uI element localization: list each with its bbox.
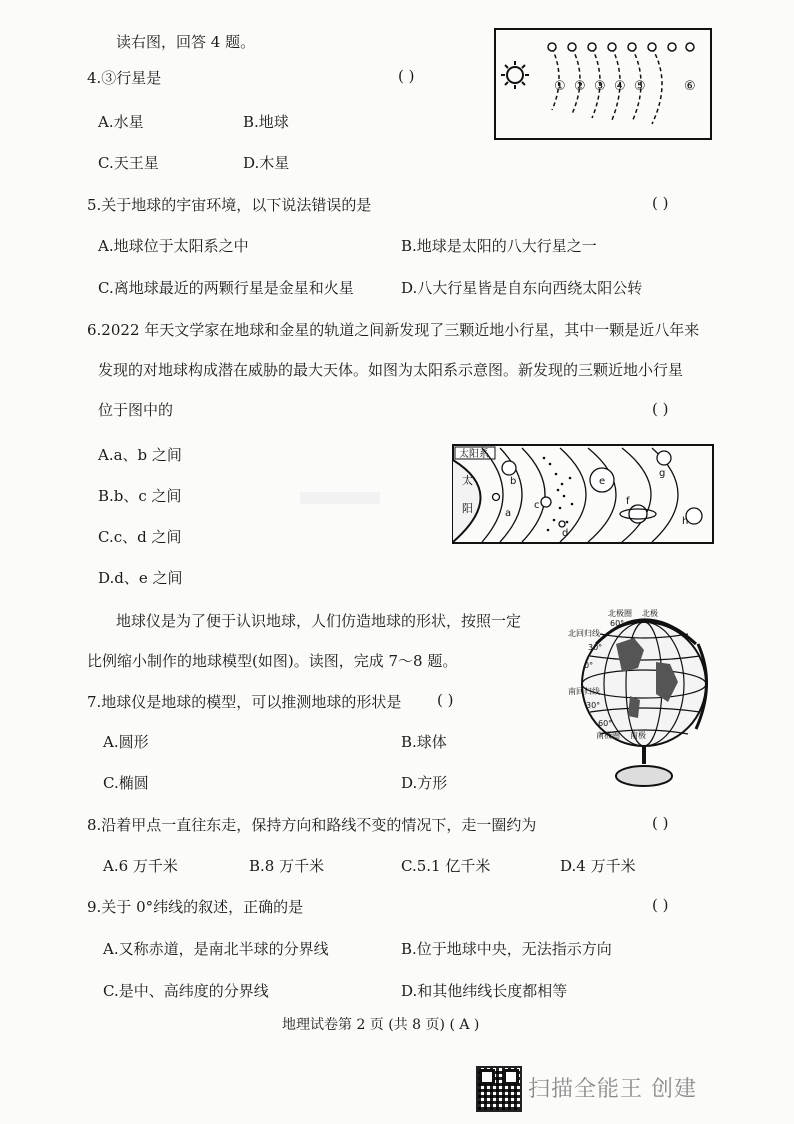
scanner-watermark: 扫描全能王 创建	[528, 1077, 697, 1102]
letter-e: e	[599, 476, 606, 487]
sun-label-1: 太	[462, 474, 473, 487]
q4-option-c: C.天王星	[98, 154, 159, 172]
sun-label-2: 阳	[462, 502, 473, 515]
q5-option-c: C.离地球最近的两颗行星是金星和火星	[98, 279, 354, 297]
q5-option-d: D.八大行星皆是自东向西绕太阳公转	[401, 279, 643, 297]
globe-figure	[566, 604, 716, 792]
q6-option-b: B.b、c 之间	[98, 487, 182, 505]
q5-answer-paren: ( )	[652, 194, 669, 212]
q5-option-a: A.地球位于太阳系之中	[98, 237, 249, 255]
page-footer: 地理试卷第 2 页 (共 8 页) ( A )	[282, 1017, 480, 1033]
globe-label-arctic-circle: 北极圈	[608, 609, 632, 618]
q7-stem: 7.地球仪是地球的模型，可以推测地球的形状是	[87, 693, 402, 711]
letter-c: c	[534, 500, 540, 511]
q5-stem: 5.关于地球的宇宙环境，以下说法错误的是	[87, 196, 372, 214]
q8-option-b: B.8 万千米	[249, 857, 325, 875]
q9-option-b: B.位于地球中央，无法指示方向	[401, 940, 612, 958]
globe-label-0: 0°	[584, 661, 594, 670]
q8-answer-paren: ( )	[652, 814, 669, 832]
letter-b: b	[510, 476, 517, 487]
q6-option-c: C.c、d 之间	[98, 528, 182, 546]
q6-answer-paren: ( )	[652, 400, 669, 418]
solar-system-title: 太阳系	[459, 449, 489, 460]
planet-number-3: ③	[594, 79, 606, 94]
q9-option-c: C.是中、高纬度的分界线	[103, 982, 269, 1000]
letter-f: f	[626, 496, 630, 507]
q6-stem-line-3: 位于图中的	[98, 401, 174, 419]
globe-label-30n: 30°	[588, 643, 603, 652]
q7-answer-paren: ( )	[437, 691, 454, 709]
globe-label-60s: 60°	[598, 719, 613, 728]
q7-option-a: A.圆形	[103, 733, 149, 751]
q8-option-c: C.5.1 亿千米	[401, 857, 491, 875]
q4-answer-paren: ( )	[398, 67, 415, 85]
q7-option-d: D.方形	[401, 774, 448, 792]
globe-label-30s: 30°	[586, 701, 601, 710]
sun-icon	[501, 61, 529, 89]
planet-number-4: ④	[614, 79, 626, 94]
q5-option-b: B.地球是太阳的八大行星之一	[401, 237, 597, 255]
planet-number-6: ⑥	[684, 79, 696, 94]
intro-text-globe-line-1: 地球仪是为了便于认识地球，人们仿造地球的形状，按照一定	[116, 612, 522, 630]
q7-option-c: C.椭圆	[103, 774, 149, 792]
intro-text-globe-line-2: 比例缩小制作的地球模型(如图)。读图，完成 7～8 题。	[87, 652, 458, 670]
planet-number-1: ①	[554, 79, 566, 94]
q7-option-b: B.球体	[401, 733, 447, 751]
q4-stem: 4.③行星是	[87, 69, 162, 87]
q8-stem: 8.沿着甲点一直往东走，保持方向和路线不变的情况下，走一圈约为	[87, 816, 537, 834]
q4-option-b: B.地球	[243, 113, 289, 131]
globe-label-tropic-cancer: 北回归线	[568, 629, 600, 638]
q8-option-d: D.4 万千米	[560, 857, 636, 875]
globe-label-antarctic-circle: 南极圈	[596, 731, 620, 740]
solar-system-figure	[452, 444, 714, 544]
intro-text-q4: 读右图，回答 4 题。	[116, 33, 256, 51]
q6-stem-line-2: 发现的对地球构成潜在威胁的最大天体。如图为太阳系示意图。新发现的三颗近地小行星	[98, 361, 684, 379]
q4-option-d: D.木星	[243, 154, 290, 172]
q4-option-a: A.水星	[98, 113, 144, 131]
planet-number-2: ②	[574, 79, 586, 94]
q6-option-a: A.a、b 之间	[98, 446, 182, 464]
globe-label-60n: 60°	[610, 619, 625, 628]
q6-stem-line-1: 6.2022 年天文学家在地球和金星的轨道之间新发现了三颗近地小行星，其中一颗是近八年来	[87, 321, 700, 339]
letter-h: h	[682, 516, 689, 527]
qr-code-icon	[476, 1066, 522, 1112]
q8-option-a: A.6 万千米	[103, 857, 178, 875]
scan-smudge	[300, 492, 380, 504]
q9-answer-paren: ( )	[652, 896, 669, 914]
letter-g: g	[659, 468, 666, 479]
q9-option-a: A.又称赤道，是南北半球的分界线	[103, 940, 329, 958]
q6-option-d: D.d、e 之间	[98, 569, 183, 587]
planet-orbit-figure	[494, 28, 712, 140]
letter-a: a	[505, 508, 512, 519]
globe-label-tropic-capricorn: 南回归线	[568, 687, 600, 696]
q9-stem: 9.关于 0°纬线的叙述，正确的是	[87, 898, 304, 916]
planet-number-5: ⑤	[634, 79, 646, 94]
q9-option-d: D.和其他纬线长度都相等	[401, 982, 568, 1000]
globe-label-north-pole: 北极	[642, 609, 658, 618]
letter-d: d	[562, 528, 569, 539]
globe-label-south-pole: 南极	[630, 731, 646, 740]
